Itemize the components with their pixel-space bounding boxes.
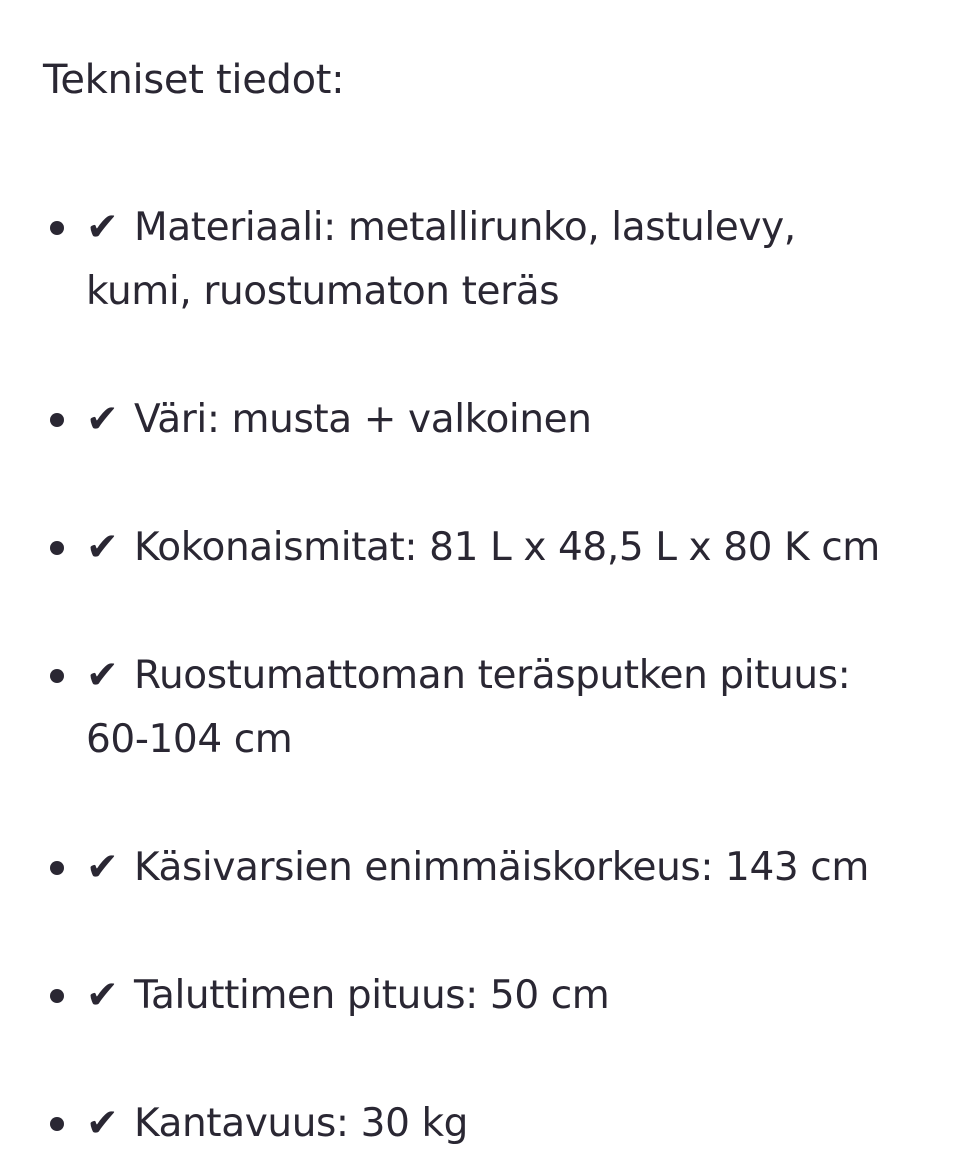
bullet-icon <box>50 221 64 235</box>
check-icon: ✔ <box>86 653 119 698</box>
spec-label: Materiaali: metallirunko, lastulevy, kumi, ruostumaton teräs <box>86 205 796 314</box>
bullet-icon <box>50 541 64 555</box>
spec-label: Väri: musta + valkoinen <box>134 397 592 442</box>
bullet-icon <box>50 669 64 683</box>
spec-text <box>86 836 906 900</box>
spec-text <box>86 964 906 1028</box>
spec-text <box>86 1092 906 1152</box>
spec-label: Käsivarsien enimmäiskorkeus: 143 cm <box>134 845 869 890</box>
spec-label: Taluttimen pituus: 50 cm <box>134 973 610 1018</box>
spec-text <box>86 516 906 580</box>
spec-label: Kantavuus: 30 kg <box>134 1101 469 1146</box>
spec-label: Ruostumattoman teräsputken pituus: 60-104 cm <box>86 653 851 762</box>
bullet-icon <box>50 1117 64 1131</box>
spec-label: Kokonaismitat: 81 L x 48,5 L x 80 K cm <box>134 525 880 570</box>
check-icon: ✔ <box>86 525 119 570</box>
spec-text <box>86 196 906 324</box>
check-icon: ✔ <box>86 1101 119 1146</box>
spec-text <box>86 388 906 452</box>
check-icon: ✔ <box>86 397 119 442</box>
bullet-icon <box>50 989 64 1003</box>
spec-text <box>86 644 906 772</box>
bullet-icon <box>50 413 64 427</box>
bullet-icon <box>50 861 64 875</box>
page-title: Tekniset tiedot: <box>43 57 345 103</box>
check-icon: ✔ <box>86 845 119 890</box>
check-icon: ✔ <box>86 973 119 1018</box>
check-icon: ✔ <box>86 205 119 250</box>
